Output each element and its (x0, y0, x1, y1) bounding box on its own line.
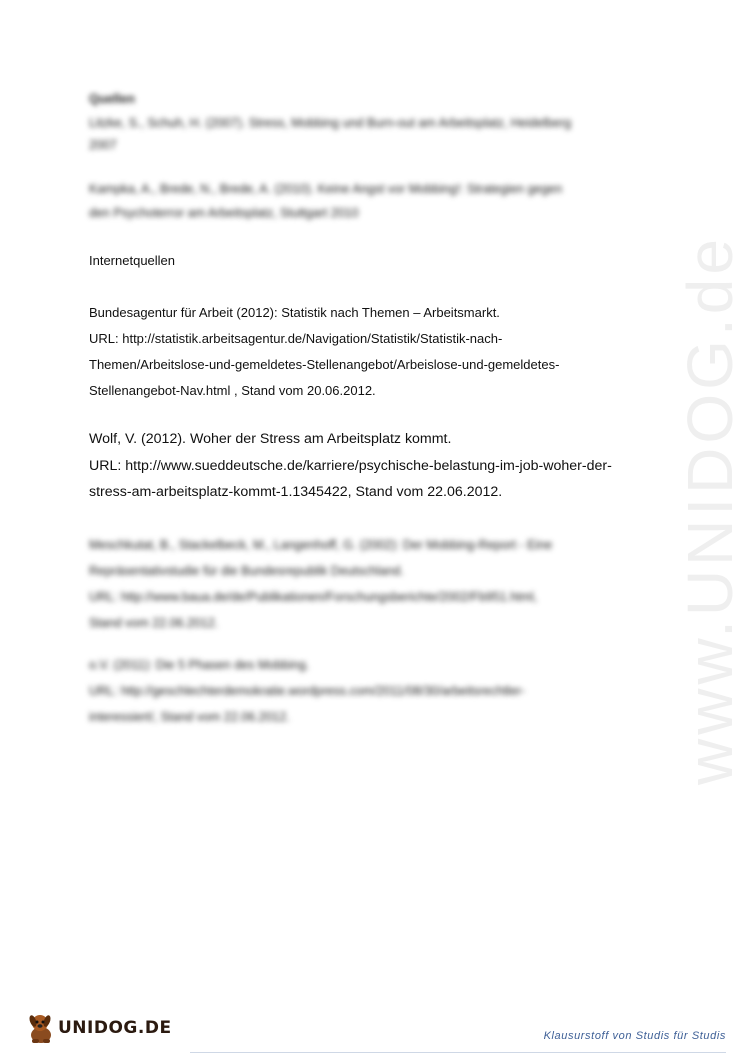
footer-tagline: Klausurstoff von Studis für Studis (543, 1030, 726, 1042)
unidog-logo[interactable] (26, 1008, 172, 1048)
internet-sources-heading: Internetquellen (89, 253, 176, 268)
reference-line: o.V. (2011): Die 5 Phasen des Mobbing. (89, 657, 310, 672)
reference-url-line: Stand vom 22.06.2012. (89, 615, 219, 630)
blurred-section-top (89, 88, 661, 226)
reference-entry (89, 652, 661, 730)
reference-entry-wolf (89, 426, 661, 506)
reference-line: Wolf, V. (2012). Woher der Stress am Arbeitsplatz kommt. (89, 431, 452, 447)
sources-heading: Quellen (89, 92, 135, 106)
reference-url-line: Stellenangebot-Nav.html , Stand vom 20.06.2012. (89, 383, 376, 398)
reference-list (89, 88, 661, 730)
reference-line: Kampka, A., Brede, N., Brede, A. (2010). Keine Angst vor Mobbing!: Strategien gegen (89, 182, 563, 196)
reference-line: Meschkutat, B., Stackelbeck, M., Langenhoff, G. (2002): Der Mobbing-Report - Eine (89, 537, 553, 552)
reference-url-line: stress-am-arbeitsplatz-kommt-1.1345422, Stand vom 22.06.2012. (89, 484, 503, 500)
reference-entry (89, 176, 661, 226)
reference-url-line: URL: http://geschlechterdemokratie.wordpress.com/2011/08/30/arbeitsrechtler- (89, 683, 526, 698)
reference-url-line: URL: http://www.baua.de/de/Publikationen/Forschungsberichte/2002/Fb951.html, (89, 589, 538, 604)
reference-line: den Psychoterror am Arbeitsplatz, Stuttgart 2010 (89, 206, 359, 220)
reference-url-line: URL: http://statistik.arbeitsagentur.de/Navigation/Statistik/Statistik-nach- (89, 331, 503, 346)
reference-url-line: Themen/Arbeitslose-und-gemeldetes-Stellenangebot/Arbeislose-und-gemeldetes- (89, 357, 560, 372)
reference-url-line: URL: http://www.sueddeutsche.de/karriere/psychische-belastung-im-job-woher-der- (89, 457, 612, 474)
reference-line: 2007 (89, 138, 117, 152)
logo-text: UNIDOG.DE (58, 1018, 172, 1038)
reference-entry-bundesagentur (89, 300, 661, 404)
reference-entry (89, 110, 661, 158)
reference-line: Litzke, S., Schuh, H. (2007). Stress, Mobbing und Burn-out am Arbeitsplatz, Heidelberg (89, 116, 572, 130)
reference-entry (89, 532, 661, 636)
dog-mascot-icon (26, 1011, 56, 1045)
reference-line: Repräsentativstudie für die Bundesrepublik Deutschland. (89, 563, 404, 578)
footer-divider (190, 1052, 726, 1053)
reference-line: Bundesagentur für Arbeit (2012): Statistik nach Themen – Arbeitsmarkt. (89, 305, 500, 320)
reference-url-line: interessiert/, Stand vom 22.06.2012. (89, 709, 290, 724)
blurred-section-bottom (89, 532, 661, 730)
watermark: www.UNIDOG.de (674, 235, 746, 785)
